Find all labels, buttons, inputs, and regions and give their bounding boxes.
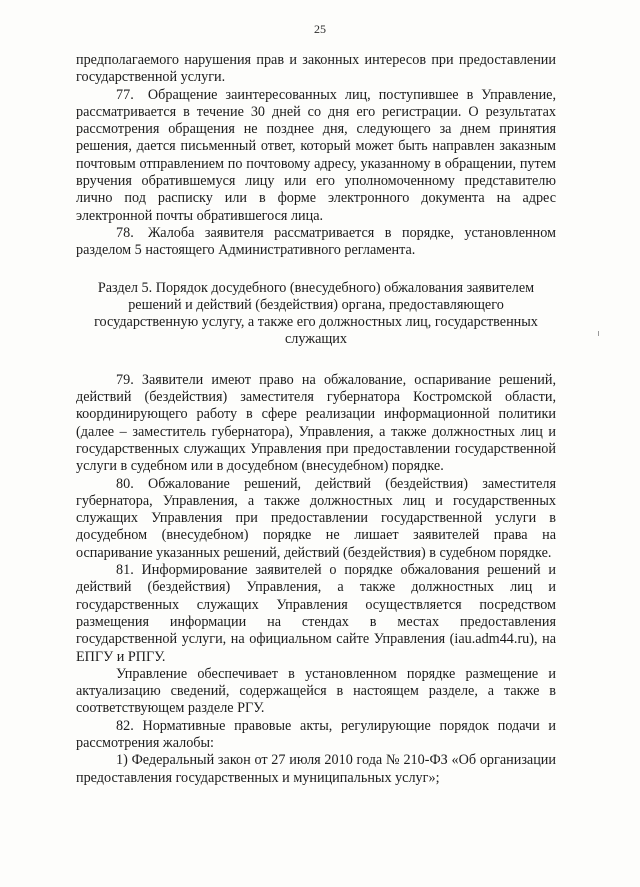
paragraph-continuation: предполагаемого нарушения прав и законных интересов при предоставлении государственной услуги. <box>76 52 556 86</box>
paragraph-80: 80. Обжалование решений, действий (бездействия) заместителя губернатора, Управления, а также должностных лиц и государственных служащих Управления при предоставлении государственной услуги в досудебном (внесудебном) порядке не лишает заявителей права на оспаривание указанных решений, действий (бездействия) в судебном порядке. <box>76 475 556 561</box>
paragraph-81: 81. Информирование заявителей о порядке обжалования решений и действий (бездействия) Управления, а также должностных лиц и государственных служащих Управления осуществляется посредством размещения информации на стендах в местах предоставления государственной услуги, на официальном сайте Управления (iau.adm44.ru), на ЕПГУ и РПГУ. <box>76 562 556 665</box>
paragraph-81-note: Управление обеспечивает в установленном порядке размещение и актуализацию сведений, содержащейся в настоящем разделе, а также в соответствующем разделе РГУ. <box>76 665 556 717</box>
scan-mark <box>598 331 599 336</box>
paragraph-79: 79. Заявители имеют право на обжалование, оспаривание решений, действий (бездействия) заместителя губернатора Костромской области, координирующего работу в сфере реализации информационной политики (далее – заместитель губернатора), Управления, а также должностных лиц и государственных служащих Управления при предоставлении государственной услуги в судебном или в досудебном (внесудебном) порядке. <box>76 371 556 475</box>
paragraph-82-item-1: 1) Федеральный закон от 27 июля 2010 года № 210-ФЗ «Об организации предоставления государственных и муниципальных услуг»; <box>76 752 556 786</box>
page-number: 25 <box>314 22 326 36</box>
paragraph-82: 82. Нормативные правовые акты, регулирующие порядок подачи и рассмотрения жалобы: <box>76 717 556 751</box>
paragraph-78: 78. Жалоба заявителя рассматривается в порядке, установленном разделом 5 настоящего Административного регламента. <box>76 224 556 259</box>
paragraph-77: 77. Обращение заинтересованных лиц, поступившее в Управление, рассматривается в течение 30 дней со дня его регистрации. О результатах рассмотрения обращения не позднее дня, следующего за днем принятия решения, дается письменный ответ, который может быть направлен заказным почтовым отправлением по почтовому адресу, указанному в обращении, путем вручения обратившемуся лицу или его уполномоченному представителю лично под расписку или в форме электронного документа на адрес электронной почты обратившегося лица. <box>76 86 556 224</box>
document-body <box>76 52 556 787</box>
section-5-heading: Раздел 5. Порядок досудебного (внесудебного) обжалования заявителем решений и действий (бездействия) органа, предоставляющего государственную услугу, а также его должностных лиц, государственных служащих <box>94 279 538 348</box>
